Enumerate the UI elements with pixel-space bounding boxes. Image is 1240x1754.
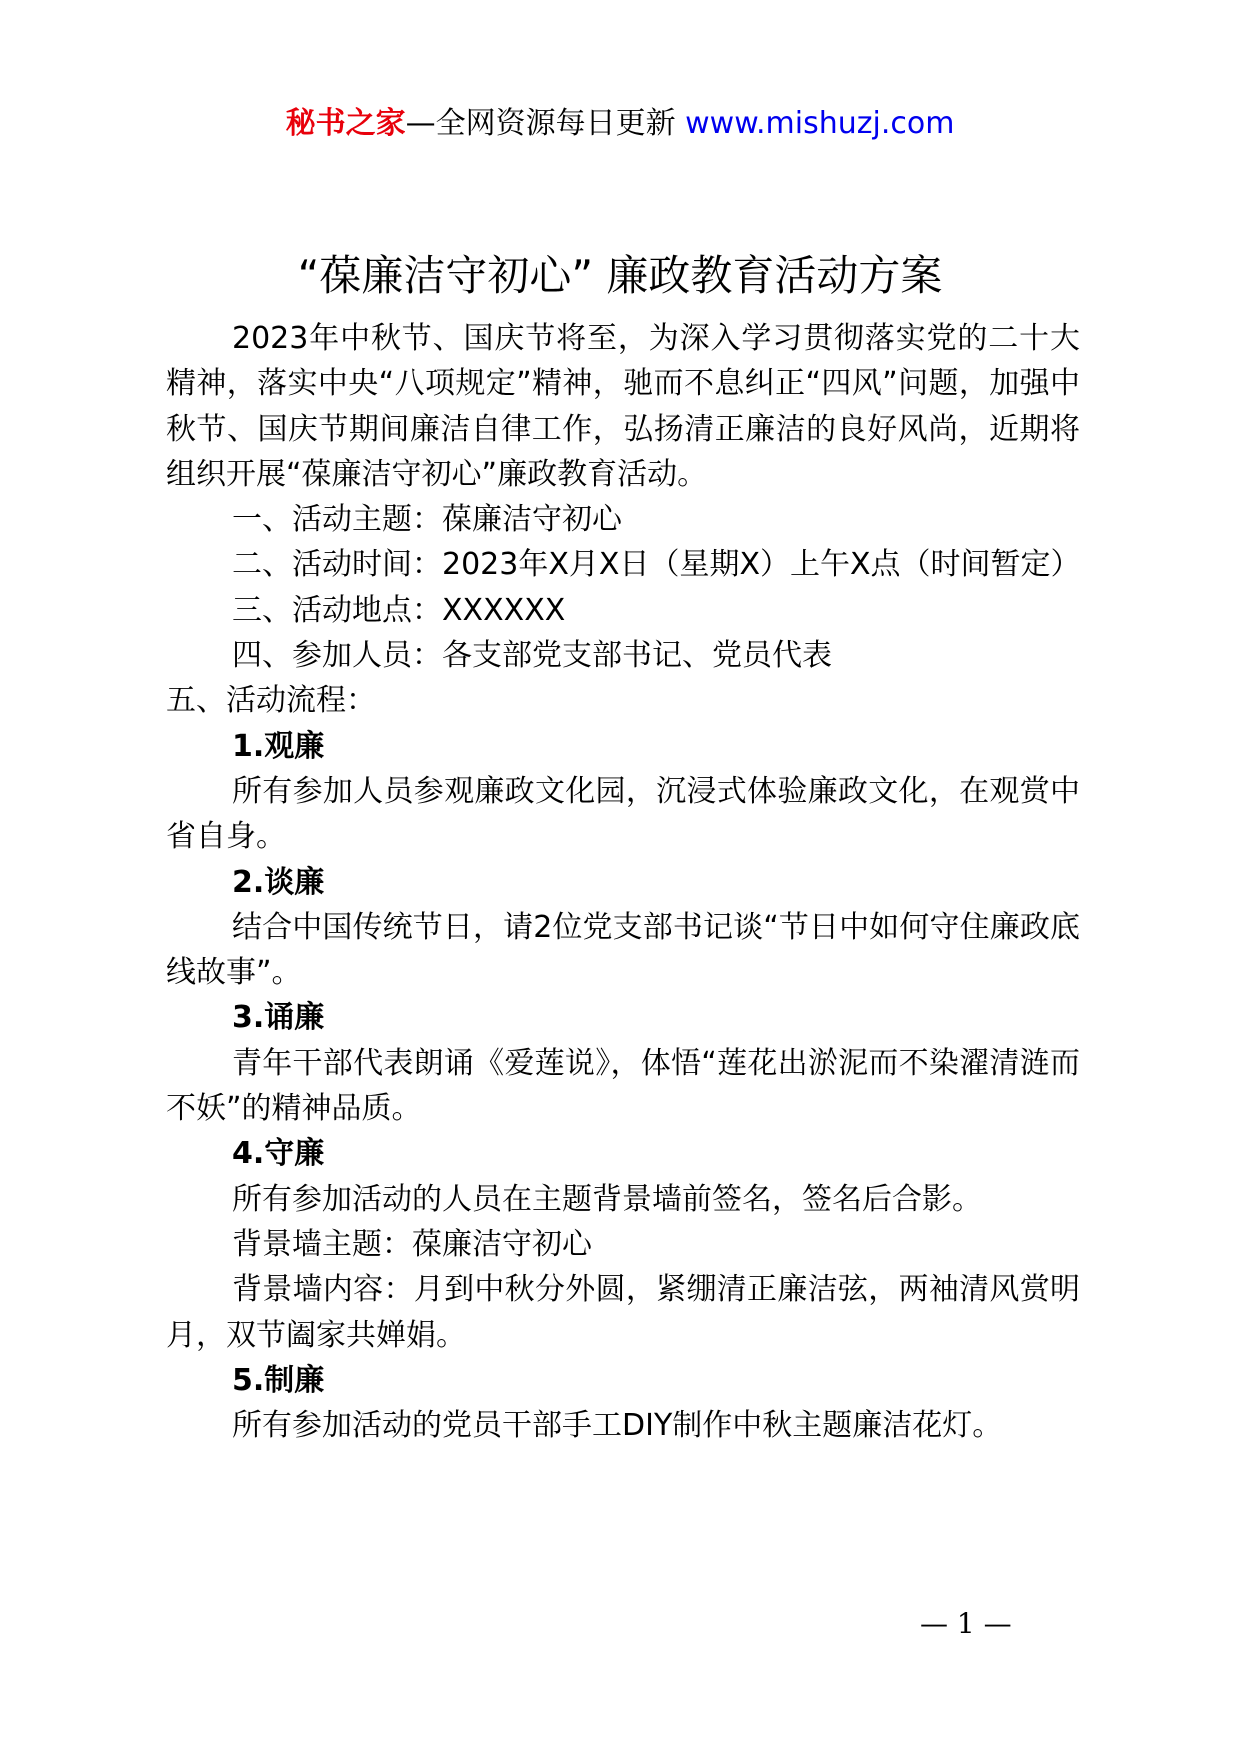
step-1-body: 所有参加人员参观廉政文化园，沉浸式体验廉政文化，在观赏中省自身。 <box>166 773 1080 855</box>
step-2-body: 结合中国传统节日，请2位党支部书记谈“节日中如何守住廉政底线故事”。 <box>166 909 1080 991</box>
step-3-body: 青年干部代表朗诵《爱莲说》，体悟“莲花出淤泥而不染濯清涟而不妖”的精神品质。 <box>166 1045 1080 1127</box>
header-slogan: —全网资源每日更新 <box>405 106 686 141</box>
intro-paragraph: 2023年中秋节、国庆节将至，为深入学习贯彻落实党的二十大精神，落实中央“八项规定”精神，驰而不息纠正“四风”问题，加强中秋节、国庆节期间廉洁自律工作，弘扬清正廉洁的良好风尚，近期将组织开展“葆廉洁守初心”廉政教育活动。 <box>166 321 1080 492</box>
brand-name: 秘书之家 <box>285 106 406 141</box>
site-url-link[interactable]: www.mishuzj.com <box>685 106 955 141</box>
process-heading: 五、活动流程： <box>166 683 376 719</box>
step-3-heading: 3.诵廉 <box>232 1000 325 1036</box>
site-header <box>0 102 1240 146</box>
step-4-body: 所有参加活动的人员在主题背景墙前签名，签名后合影。 <box>232 1181 982 1217</box>
step-5-body: 所有参加活动的党员干部手工DIY制作中秋主题廉洁花灯。 <box>232 1408 1003 1444</box>
page-number: — 1 — <box>920 1607 1012 1640</box>
place-line: 三、活动地点：XXXXXX <box>232 592 566 628</box>
step-2-heading: 2.谈廉 <box>232 864 325 900</box>
step-4-heading: 4.守廉 <box>232 1136 325 1172</box>
document-body <box>166 316 1080 1448</box>
time-line: 二、活动时间：2023年X月X日（星期X）上午X点（时间暂定） <box>232 547 1081 583</box>
wall-content-line: 背景墙内容：月到中秋分外圆，紧绷清正廉洁弦，两袖清风赏明月，双节阖家共婵娟。 <box>166 1272 1080 1353</box>
document-title: “葆廉洁守初心” 廉政教育活动方案 <box>297 251 943 300</box>
step-1-heading: 1.观廉 <box>232 728 325 764</box>
theme-line: 一、活动主题：葆廉洁守初心 <box>232 502 622 538</box>
step-5-heading: 5.制廉 <box>232 1362 325 1398</box>
wall-theme-line: 背景墙主题：葆廉洁守初心 <box>232 1226 592 1262</box>
participants-line: 四、参加人员：各支部党支部书记、党员代表 <box>232 638 832 674</box>
